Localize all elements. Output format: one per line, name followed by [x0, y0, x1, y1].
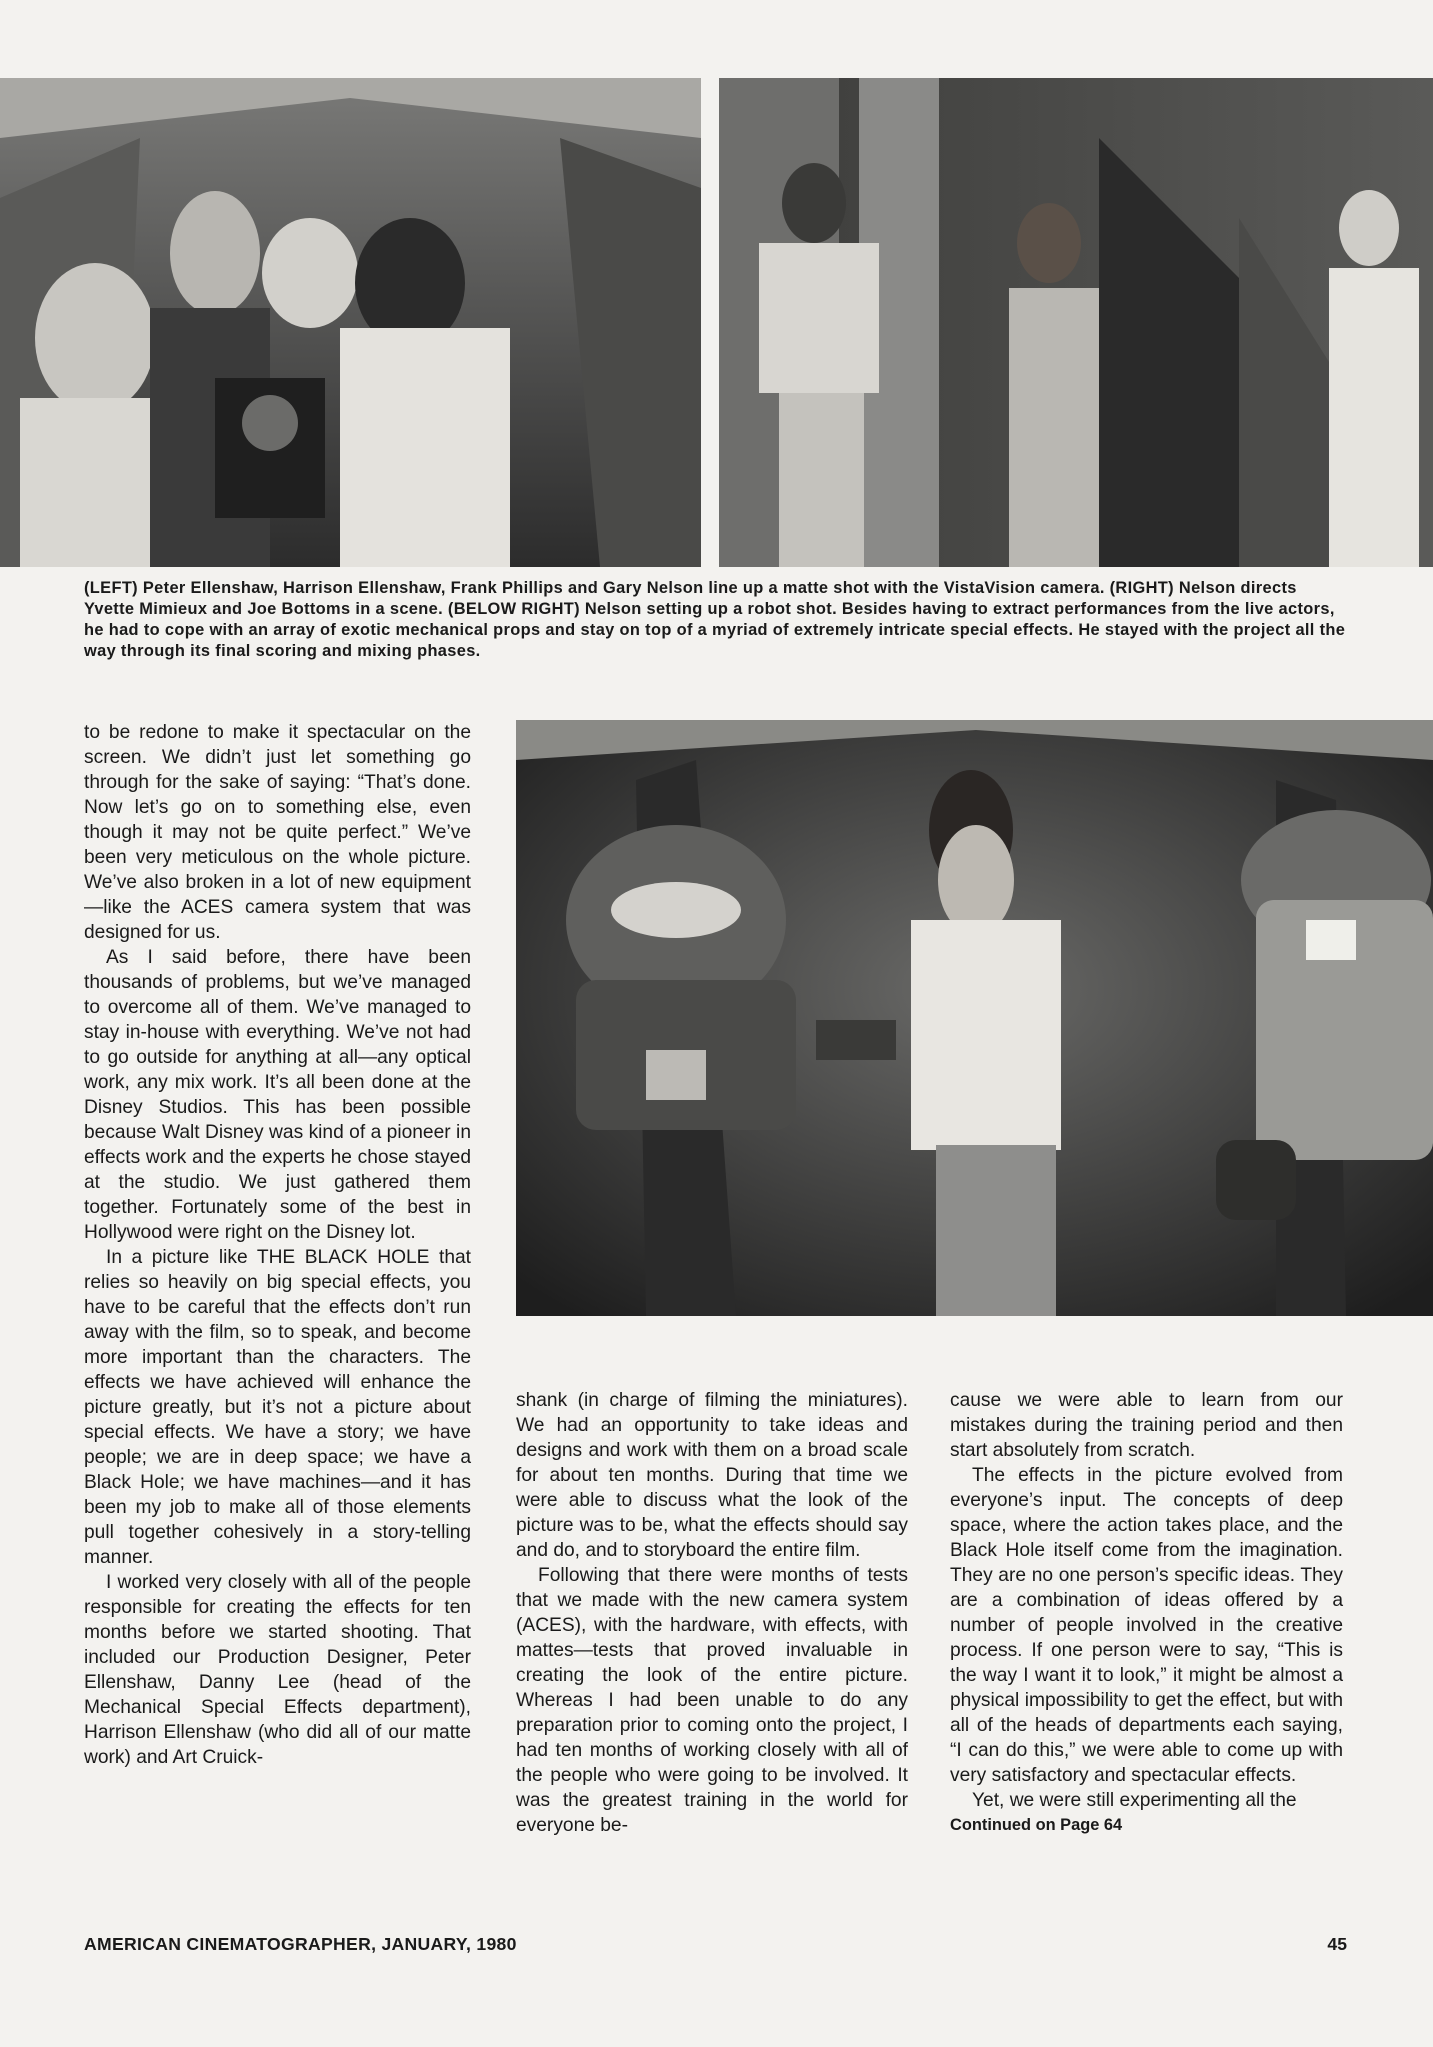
continued-notice: Continued on Page 64	[950, 1816, 1123, 1834]
article-column-3	[950, 1388, 1343, 1838]
photo-below-robot-shot	[516, 720, 1433, 1316]
paragraph: In a picture like THE BLACK HOLE that relies so heavily on big special effects, you have to be careful that the effects don’t run away with the film, so to speak, and become more important than the characters. The effects we have achieved will enhance the picture greatly, but it’s not a picture about special effects. We have a story; we have people; we are in deep space; we have a Black Hole; we have machines—and it has been my job to make all of those elements pull together cohesively in a story-telling manner.	[84, 1247, 471, 1568]
paragraph: As I said before, there have been thousands of problems, but we’ve managed to overcome all of them. We’ve managed to stay in-house with everything. We’ve not had to go outside for anything at all—any optical work, any mix work. It’s all been done at the Disney Studios. This has been possible because Walt Disney was kind of a pioneer in effects work and the experts he chose stayed at the studio. We just gathered them together. Fortunately some of the best in Hollywood were right on the Disney lot.	[84, 947, 471, 1243]
paragraph: I worked very closely with all of the people responsible for creating the effects for ten months before we started shooting. That included our Production Designer, Peter Ellenshaw, Danny Lee (head of the Mechanical Special Effects department), Harrison Ellenshaw (who did all of our matte work) and Art Cruick-	[84, 1572, 471, 1768]
publication-footer: AMERICAN CINEMATOGRAPHER, JANUARY, 1980	[84, 1934, 517, 1954]
paragraph: to be redone to make it spectacular on the screen. We didn’t just let something go through for the sake of saying: “That’s done. Now let’s go on to something else, even though it may not be quite perfect.” We’ve been very meticulous on the whole picture. We’ve also broken in a lot of new equipment—like the ACES camera system that was designed for us.	[84, 722, 471, 943]
paragraph: The effects in the picture evolved from everyone’s input. The concepts of deep space, where the action takes place, and the Black Hole itself come from the imagination. They are no one person’s specific ideas. They are a combination of ideas offered by a number of people involved in the creative process. If one person were to say, “This is the way I want it to look,” it might be almost a physical impossibility to get the effect, but with all of the heads of departments each saying, “I can do this,” we were able to come up with very satisfactory and spectacular effects.	[950, 1465, 1343, 1786]
photo-right-scene	[719, 78, 1433, 567]
paragraph: Following that there were months of tests that we made with the new camera system (ACES), with the hardware, with effects, with mattes—tests that proved invaluable in creating the look of the entire picture. Whereas I had been unable to do any preparation prior to coming onto the project, I had ten months of working closely with all of the people who were going to be involved. It was the greatest training in the world for everyone be-	[516, 1565, 908, 1836]
paragraph: Yet, we were still experimenting all the	[972, 1790, 1297, 1811]
article-column-2	[516, 1388, 908, 1838]
article-column-1	[84, 720, 471, 1770]
page-number: 45	[1327, 1934, 1347, 1954]
photo-left-matte-shot	[0, 78, 701, 567]
paragraph: shank (in charge of filming the miniatures). We had an opportunity to take ideas and designs and work with them on a broad scale for about ten months. During that time we were able to discuss what the look of the picture was to be, what the effects should say and do, and to storyboard the entire film.	[516, 1390, 908, 1561]
photo-caption: (LEFT) Peter Ellenshaw, Harrison Ellenshaw, Frank Phillips and Gary Nelson line up a matte shot with the VistaVision camera. (RIGHT) Nelson directs Yvette Mimieux and Joe Bottoms in a scene. (BELOW RIGHT) Nelson setting up a robot shot. Besides having to extract performances from the live actors, he had to cope with an array of exotic mechanical props and stay on top of a myriad of extremely intricate special effects. He stayed with the project all the way through its final scoring and mixing phases.	[84, 579, 1346, 660]
paragraph: cause we were able to learn from our mistakes during the training period and then start absolutely from scratch.	[950, 1390, 1343, 1461]
